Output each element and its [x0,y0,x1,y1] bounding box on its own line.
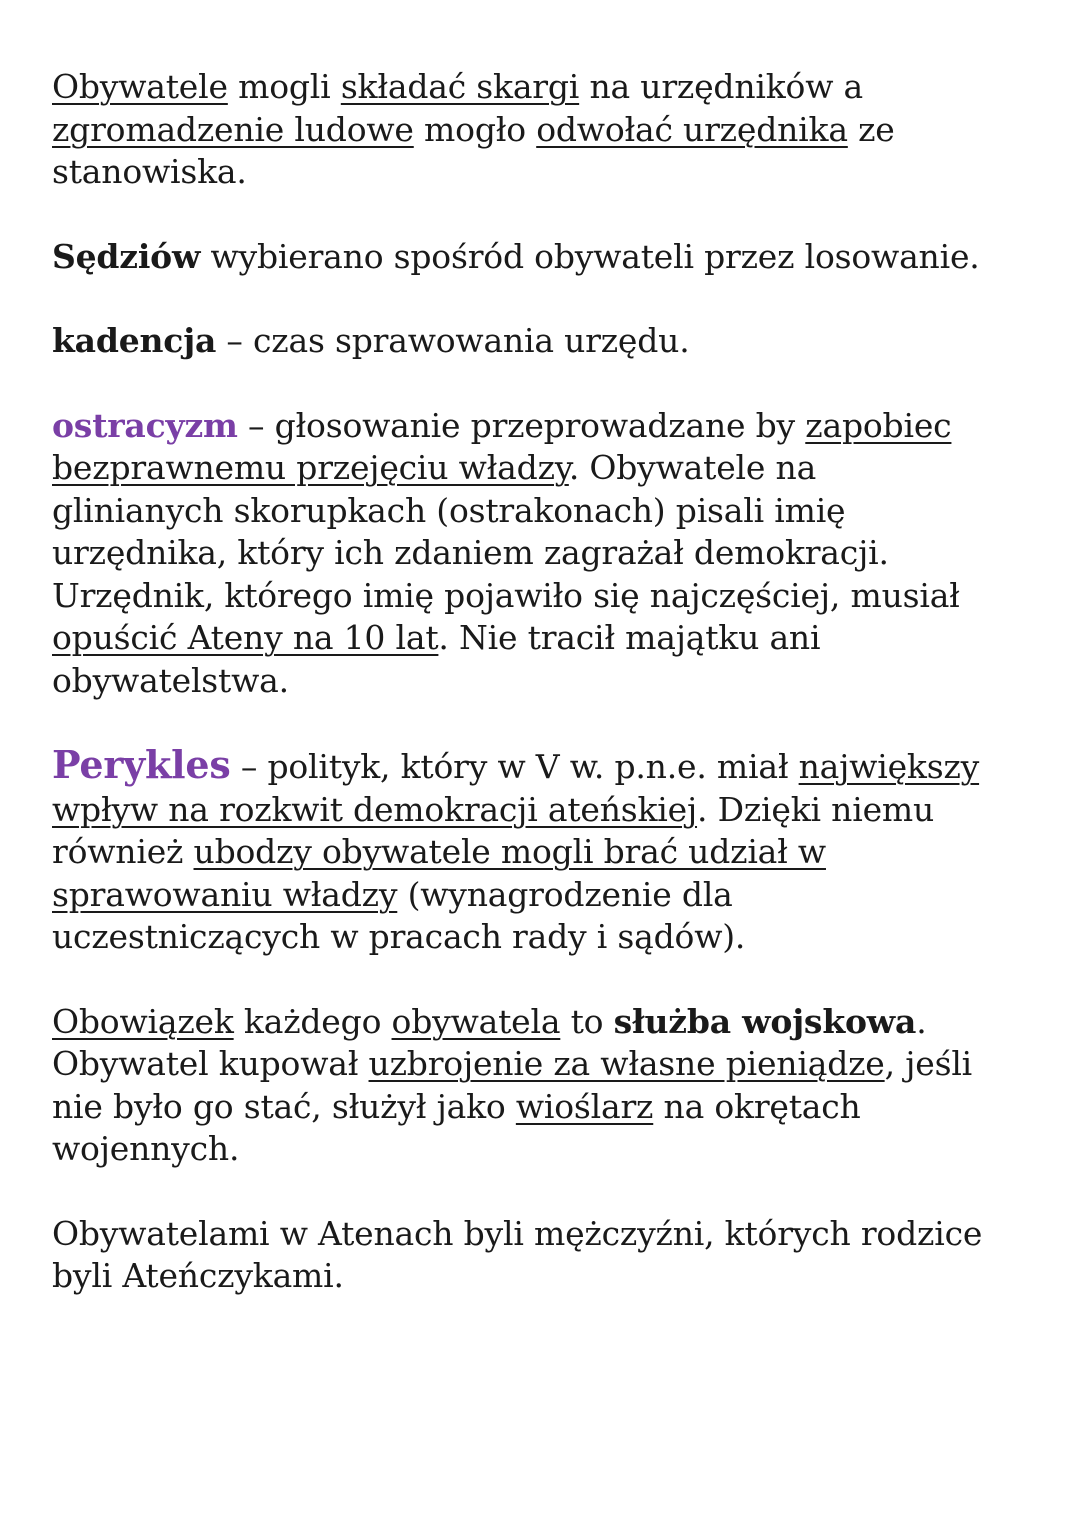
text: mogli [227,67,341,106]
paragraph-judges [52,236,1040,279]
text: . Obywatele na [568,448,817,487]
underlined-skladac-skargi: składać skargi [340,67,580,106]
underlined-wplyw: wpływ na rozkwit demokracji ateńskiej [52,789,698,829]
term-perykles: Perykles [52,742,231,787]
text: ze [847,109,895,149]
text: . [916,1001,927,1041]
paragraph-complaints [52,66,1040,194]
text: Obywatelami w Atenach byli mężczyźni, których rodzice [52,1213,983,1253]
text: byli Ateńczykami. [52,1256,344,1295]
text: – polityk, który w V w. p.n.e. miał [230,747,799,786]
underlined-wioslarz: wioślarz [515,1086,654,1126]
text: to [560,1001,614,1041]
underlined-zapobiec: zapobiec [805,405,952,445]
underlined-najwiekszy: największy [798,747,980,786]
bold-term-sedziow: Sędziów [52,236,201,276]
text: stanowiska. [52,152,247,191]
text: – czas sprawowania urzędu. [216,321,690,360]
text: urzędnika, który ich zdaniem zagrażał demokracji. [52,533,889,572]
paragraph-ostracyzm [52,405,1040,703]
text: na urzędników a [579,67,864,106]
underlined-obywatele: Obywatele [52,67,228,106]
underlined-uzbrojenie: uzbrojenie za własne pieniądze [368,1044,885,1083]
text: każdego [233,1001,392,1041]
text: obywatelstwa. [52,660,289,700]
text: . Dzięki niemu [697,789,935,829]
text: Urzędnik, którego imię pojawiło się najczęściej, musiał [52,575,960,615]
underlined-sprawowaniu: sprawowaniu władzy [52,874,398,914]
text: , jeśli [884,1044,973,1083]
paragraph-perykles [52,744,1040,959]
text: wybierano spośród obywateli przez losowanie. [200,236,980,276]
text: mogło [413,109,537,149]
underlined-zgromadzenie: zgromadzenie ludowe [52,109,414,149]
text: – głosowanie przeprowadzane by [237,405,806,445]
paragraph-kadencja [52,320,1040,363]
underlined-obywatela: obywatela [391,1001,561,1041]
text: nie było go stać, służył jako [52,1086,516,1126]
text: glinianych skorupkach (ostrakonach) pisali imię [52,490,846,530]
text: Obywatel kupował [52,1044,369,1083]
paragraph-citizens [52,1213,1040,1298]
text: wojennych. [52,1129,240,1168]
text: również [52,832,194,871]
underlined-opuscic: opuścić Ateny na 10 lat [52,618,439,657]
paragraph-military [52,1001,1040,1171]
text: . Nie tracił majątku ani [438,618,821,657]
term-ostracyzm: ostracyzm [52,405,238,445]
text: na okrętach [653,1086,861,1126]
underlined-bezprawnemu: bezprawnemu przejęciu władzy [52,448,569,487]
bold-term-sluzba: służba wojskowa [613,1001,917,1041]
underlined-odwolac: odwołać urzędnika [536,109,848,149]
bold-term-kadencja: kadencja [52,321,217,360]
text: (wynagrodzenie dla [397,874,733,914]
underlined-ubodzy: ubodzy obywatele mogli brać udział w [193,832,826,871]
underlined-obowiazek: Obowiązek [52,1001,234,1041]
text: uczestniczących w pracach rady i sądów). [52,917,746,956]
